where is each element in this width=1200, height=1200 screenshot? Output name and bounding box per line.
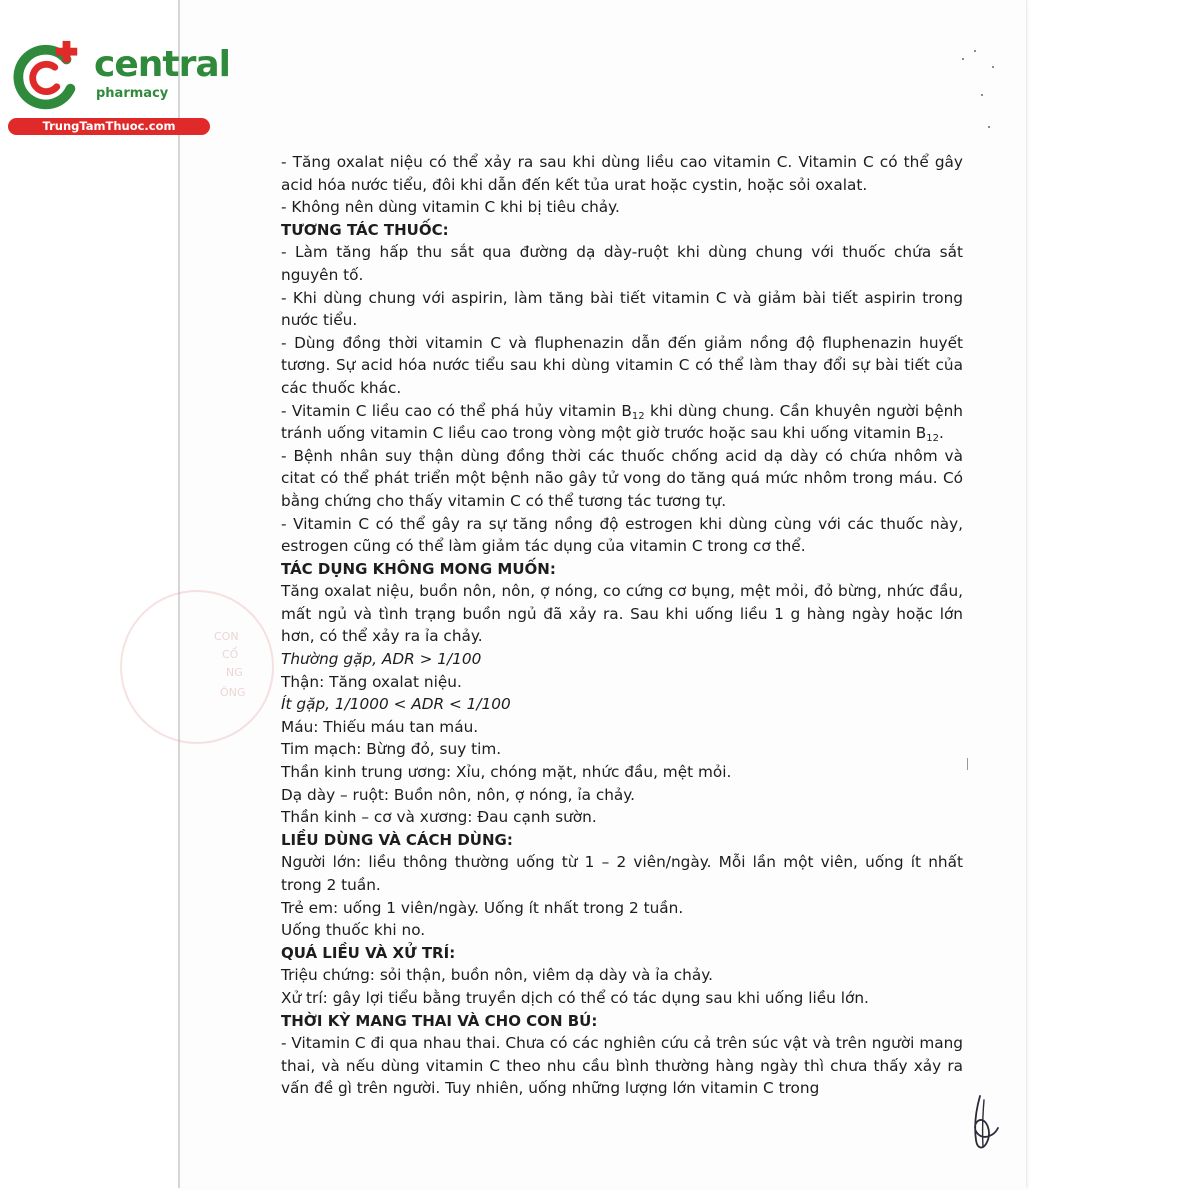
brand-subtitle: pharmacy <box>96 86 169 101</box>
paragraph: - Dùng đồng thời vitamin C và fluphenazin dẫn đến giảm nồng độ fluphenazin huyết tương. Sự acid hóa nước tiểu sau khi dùng vitamin C có thể làm thay đổi sự bài tiết của các thuốc khác. <box>281 333 963 397</box>
paragraph: - Khi dùng chung với aspirin, làm tăng bài tiết vitamin C và giảm bài tiết aspirin trong nước tiểu. <box>281 288 963 330</box>
stamp-text: CỔ <box>222 648 239 661</box>
paragraph: Người lớn: liều thông thường uống từ 1 – 2 viên/ngày. Mỗi lần một viên, uống ít nhất trong 2 tuần. <box>281 853 963 894</box>
paragraph: - Tăng oxalat niệu có thể xảy ra sau khi dùng liều cao vitamin C. Vitamin C có thể gây acid hóa nước tiểu, đôi khi dẫn đến kết tủa urat hoặc cystin, hoặc sỏi oxalat. <box>281 153 963 194</box>
paragraph: Xử trí: gây lợi tiểu bằng truyền dịch có thể có tác dụng sau khi uống liều lớn. <box>281 988 869 1007</box>
paragraph: - Vitamin C đi qua nhau thai. Chưa có các nghiên cứu cả trên súc vật và trên người mang thai, và nếu dùng vitamin C theo nhu cầu bình thường hàng ngày thì chưa thấy xảy ra vấn đề gì trên người. Tuy nhiên, uống những lượng lớn vitamin C trong <box>281 1034 963 1098</box>
stamp-text: CON <box>214 630 239 643</box>
text-run: . <box>939 424 944 443</box>
paragraph: Trẻ em: uống 1 viên/ngày. Uống ít nhất trong 2 tuần. <box>281 898 684 917</box>
paragraph: - Làm tăng hấp thu sắt qua đường dạ dày-ruột khi dùng chung với thuốc chứa sắt nguyên tố. <box>281 243 963 284</box>
subscript: 12 <box>926 433 940 445</box>
paragraph: Thận: Tăng oxalat niệu. <box>281 672 462 691</box>
paragraph: Uống thuốc khi no. <box>281 921 426 940</box>
paragraph: Dạ dày – ruột: Buồn nôn, nôn, ợ nóng, ỉa chảy. <box>281 785 636 804</box>
margin-mark <box>967 758 968 770</box>
pharmacy-logo-icon <box>8 38 86 116</box>
paragraph: - Vitamin C có thể gây ra sự tăng nồng độ estrogen khi dùng cùng với các thuốc này, estrogen cũng có thể làm giảm tác dụng của vitamin C trong cơ thể. <box>281 514 963 556</box>
stamp-text: ÔNG <box>220 686 246 699</box>
paragraph: Tăng oxalat niệu, buồn nôn, nôn, ợ nóng, co cứng cơ bụng, mệt mỏi, đỏ bừng, nhức đầu, mất ngủ và tình trạng buồn ngủ đã xảy ra. Sau khi uống liều 1 g hàng ngày hoặc lớn hơn, có thể xảy ra ỉa chảy. <box>281 582 963 646</box>
section-heading-dosage: LIỀU DÙNG VÀ CÁCH DÙNG: <box>281 830 513 849</box>
paragraph: Triệu chứng: sỏi thận, buồn nôn, viêm dạ dày và ỉa chảy. <box>281 966 713 985</box>
faded-stamp <box>120 590 274 744</box>
subscript: 12 <box>631 410 645 422</box>
brand-name: central <box>94 44 230 85</box>
paragraph: Thần kinh – cơ và xương: Đau cạnh sườn. <box>281 808 597 827</box>
frequency-label: Ít gặp, 1/1000 < ADR < 1/100 <box>281 695 511 714</box>
section-heading-pregnancy: THỜI KỲ MANG THAI VÀ CHO CON BÚ: <box>281 1011 598 1030</box>
section-heading-interactions: TƯƠNG TÁC THUỐC: <box>281 220 449 239</box>
stamp-text: NG <box>226 666 243 679</box>
paragraph: Thần kinh trung ương: Xỉu, chóng mặt, nhức đầu, mệt mỏi. <box>281 763 732 782</box>
frequency-label: Thường gặp, ADR > 1/100 <box>281 650 482 669</box>
paragraph: - Không nên dùng vitamin C khi bị tiêu chảy. <box>281 198 620 217</box>
text-run: - Vitamin C liều cao có thể phá hủy vitamin B <box>281 401 632 420</box>
paragraph <box>281 400 963 445</box>
signature-mark-icon <box>958 1088 1008 1158</box>
paragraph: - Bệnh nhân suy thận dùng đồng thời các thuốc chống acid dạ dày có chứa nhôm và citat có thể phát triển một bệnh não gây tử vong do tăng quá mức nhôm trong máu. Có bằng chứng cho thấy vitamin C có thể tương tác tương tự. <box>281 446 963 510</box>
brand-logo[interactable] <box>8 36 230 136</box>
document-body <box>281 151 963 1100</box>
section-heading-overdose: QUÁ LIỀU VÀ XỬ TRÍ: <box>281 943 456 962</box>
section-heading-adverse: TÁC DỤNG KHÔNG MONG MUỐN: <box>281 559 556 578</box>
text-run: khi dùng chung. Cần khuyên người bệnh tránh uống vitamin C liều cao trong vòng một giờ trước hoặc sau khi uống vitamin B <box>281 401 963 443</box>
brand-website[interactable]: TrungTamThuoc.com <box>8 118 210 135</box>
paragraph: Tim mạch: Bừng đỏ, suy tim. <box>281 740 502 759</box>
paragraph: Máu: Thiếu máu tan máu. <box>281 717 479 736</box>
